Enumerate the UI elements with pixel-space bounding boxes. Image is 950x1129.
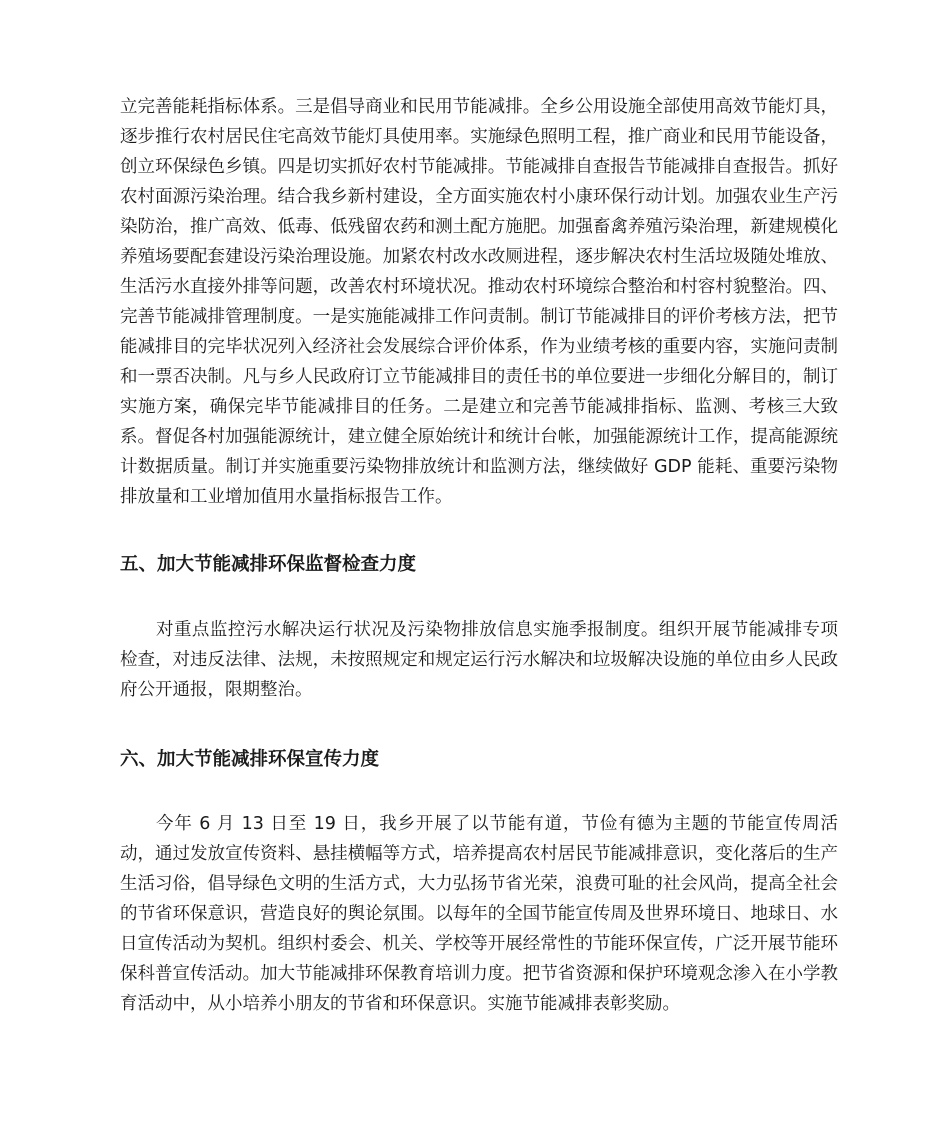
continued-paragraph: 立完善能耗指标体系。三是倡导商业和民用节能减排。全乡公用设施全部使用高效节能灯具，逐步推行农村居民住宅高效节能灯具使用率。实施绿色照明工程，推广商业和民用节能设备，创立环保绿色乡镇。四是切实抓好农村节能减排。节能减排自查报告节能减排自查报告。抓好农村面源污染治理。结合我乡新村建设，全方面实施农村小康环保行动计划。加强农业生产污染防治，推广高效、低毒、低残留农药和测土配方施肥。加强畜禽养殖污染治理，新建规模化养殖场要配套建设污染治理设施。加紧农村改水改厕进程，逐步解决农村生活垃圾随处堆放、生活污水直接外排等问题，改善农村环境状况。推动农村环境综合整治和村容村貌整治。四、完善节能减排管理制度。一是实施能减排工作问责制。制订节能减排目的评价考核方法，把节能减排目的完毕状况列入经济社会发展综合评价体系，作为业绩考核的重要内容，实施问责制和一票否决制。凡与乡人民政府订立节能减排目的责任书的单位要进一步细化分解目的，制订实施方案，确保完毕节能减排目的任务。二是建立和完善节能减排指标、监测、考核三大致系。督促各村加强能源统计，建立健全原始统计和统计台帐，加强能源统计工作，提高能源统计数据质量。制订并实施重要污染物排放统计和监测方法，继续做好 GDP 能耗、重要污染物排放量和工业增加值用水量指标报告工作。 <box>120 97 838 507</box>
section-6-paragraph: 今年 6 月 13 日至 19 日，我乡开展了以节能有道，节俭有德为主题的节能宣传周活动，通过发放宣传资料、悬挂横幅等方式，培养提高农村居民节能减排意识，变化落后的生产生活习俗，倡导绿色文明的生活方式，大力弘扬节省光荣，浪费可耻的社会风尚，提高全社会的节省环保意识，营造良好的舆论氛围。以每年的全国节能宣传周及世界环境日、地球日、水日宣传活动为契机。组织村委会、机关、学校等开展经常性的节能环保宣传，广泛开展节能环保科普宣传活动。加大节能减排环保教育培训力度。把节省资源和保护环境观念渗入在小学教育活动中，从小培养小朋友的节省和环保意识。实施节能减排表彰奖励。 <box>120 814 838 1014</box>
section-6-heading: 六、加大节能减排环保宣传力度 <box>120 749 380 770</box>
section-5-paragraph: 对重点监控污水解决运行状况及污染物排放信息实施季报制度。组织开展节能减排专项检查，对违反法律、法规，未按照规定和规定运行污水解决和垃圾解决设施的单位由乡人民政府公开通报，限期整治。 <box>120 620 838 700</box>
document-page <box>120 92 838 1019</box>
section-5-heading: 五、加大节能减排环保监督检查力度 <box>120 554 417 575</box>
